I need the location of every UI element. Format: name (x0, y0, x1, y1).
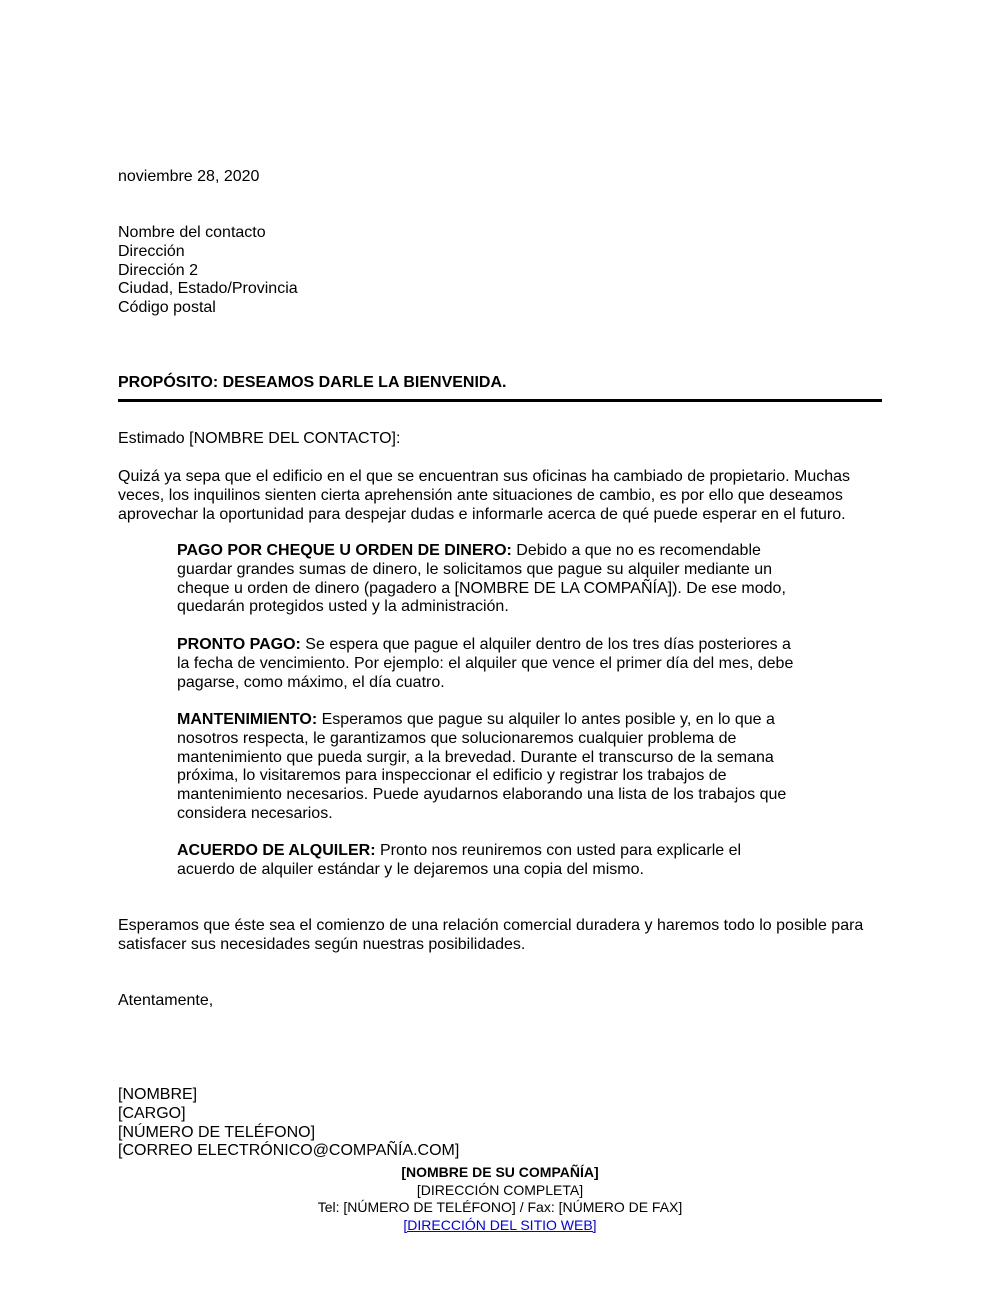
item-text: Esperamos que pague su alquiler lo antes posible y, en lo que a (317, 711, 775, 728)
item-text: Se espera que pague el alquiler dentro de los tres días posteriores a (300, 636, 791, 653)
letter-subject: PROPÓSITO: DESEAMOS DARLE LA BIENVENIDA. (118, 374, 507, 391)
footer-company-name: [NOMBRE DE SU COMPAÑÍA] (401, 1164, 599, 1180)
item-line: mantenimiento que pueda surgir, a la brevedad. Durante el transcurso de la semana (177, 748, 774, 766)
paragraph-line: veces, los inquilinos sienten cierta aprehensión ante situaciones de cambio, es por ello que deseamos (118, 486, 843, 504)
item-line: la fecha de vencimiento. Por ejemplo: el alquiler que vence el primer día del mes, debe (177, 654, 794, 672)
footer-website-line (0, 1217, 1000, 1235)
item-label: PAGO POR CHEQUE U ORDEN DE DINERO: (177, 542, 512, 559)
letterhead-footer (0, 1164, 1000, 1234)
item-first-line (177, 711, 786, 730)
signature-name: [NOMBRE] (118, 1086, 198, 1103)
item-line: considera necesarios. (177, 804, 333, 822)
policy-item-rental-agreement (177, 842, 741, 880)
item-first-line (177, 842, 741, 861)
item-text: Debido a que no es recomendable (511, 542, 761, 559)
policy-item-payment-method (177, 542, 786, 617)
footer-contact: Tel: [NÚMERO DE TELÉFONO] / Fax: [NÚMERO DE FAX] (317, 1199, 683, 1215)
address-line: Código postal (118, 299, 216, 317)
address-line: Nombre del contacto (118, 224, 266, 241)
closing-paragraph (118, 917, 863, 955)
subject-divider (118, 399, 882, 402)
item-line: próxima, lo visitaremos para inspeccionar el edificio y registrar los trabajos de (177, 767, 727, 785)
item-first-line (177, 542, 786, 561)
address-line: Ciudad, Estado/Provincia (118, 280, 298, 298)
item-line: quedarán protegidos usted y la administración. (177, 598, 509, 616)
item-line: cheque u orden de dinero (pagadero a [NOMBRE DE LA COMPAÑÍA]). De ese modo, (177, 579, 786, 597)
item-line: acuerdo de alquiler estándar y le dejaremos una copia del mismo. (177, 860, 644, 878)
item-label: ACUERDO DE ALQUILER: (177, 842, 376, 859)
item-line: pagarse, como máximo, el día cuatro. (177, 673, 445, 691)
signature-email: [CORREO ELECTRÓNICO@COMPAÑÍA.COM] (118, 1142, 460, 1160)
recipient-address-block (118, 224, 298, 318)
item-label: MANTENIMIENTO: (177, 711, 318, 728)
paragraph-line: aprovechar la oportunidad para despejar dudas e informarle acerca de qué puede esperar en el futuro. (118, 505, 846, 523)
item-first-line (177, 636, 793, 655)
policy-item-prompt-payment (177, 636, 793, 692)
footer-address: [DIRECCIÓN COMPLETA] (416, 1181, 584, 1198)
item-line: guardar grandes sumas de dinero, le solicitamos que pague su alquiler mediante un (177, 560, 773, 578)
footer-website-link[interactable]: [DIRECCIÓN DEL SITIO WEB] (403, 1216, 597, 1233)
signature-phone: [NÚMERO DE TELÉFONO] (118, 1123, 316, 1141)
signoff: Atentamente, (118, 992, 214, 1009)
address-line: Dirección (118, 242, 185, 260)
signature-title: [CARGO] (118, 1104, 186, 1122)
paragraph-line: Quizá ya sepa que el edificio en el que se encuentran sus oficinas ha cambiado de propietario. Muchas (118, 468, 851, 485)
policy-item-maintenance (177, 711, 786, 824)
letter-date: noviembre 28, 2020 (118, 168, 260, 185)
paragraph-line: Esperamos que éste sea el comienzo de una relación comercial duradera y haremos todo lo posible para (118, 917, 864, 934)
intro-paragraph (118, 468, 850, 524)
item-label: PRONTO PAGO: (177, 636, 301, 653)
paragraph-line: satisfacer sus necesidades según nuestras posibilidades. (118, 935, 526, 953)
item-line: mantenimiento necesarios. Puede ayudarnos elaborando una lista de los trabajos que (177, 786, 787, 804)
item-line: nosotros respecta, le garantizamos que solucionaremos cualquier problema de (177, 729, 737, 747)
address-line: Dirección 2 (118, 261, 199, 279)
item-text: Pronto nos reuniremos con usted para explicarle el (375, 842, 742, 859)
signature-block (118, 1086, 459, 1161)
salutation: Estimado [NOMBRE DEL CONTACTO]: (118, 430, 401, 447)
